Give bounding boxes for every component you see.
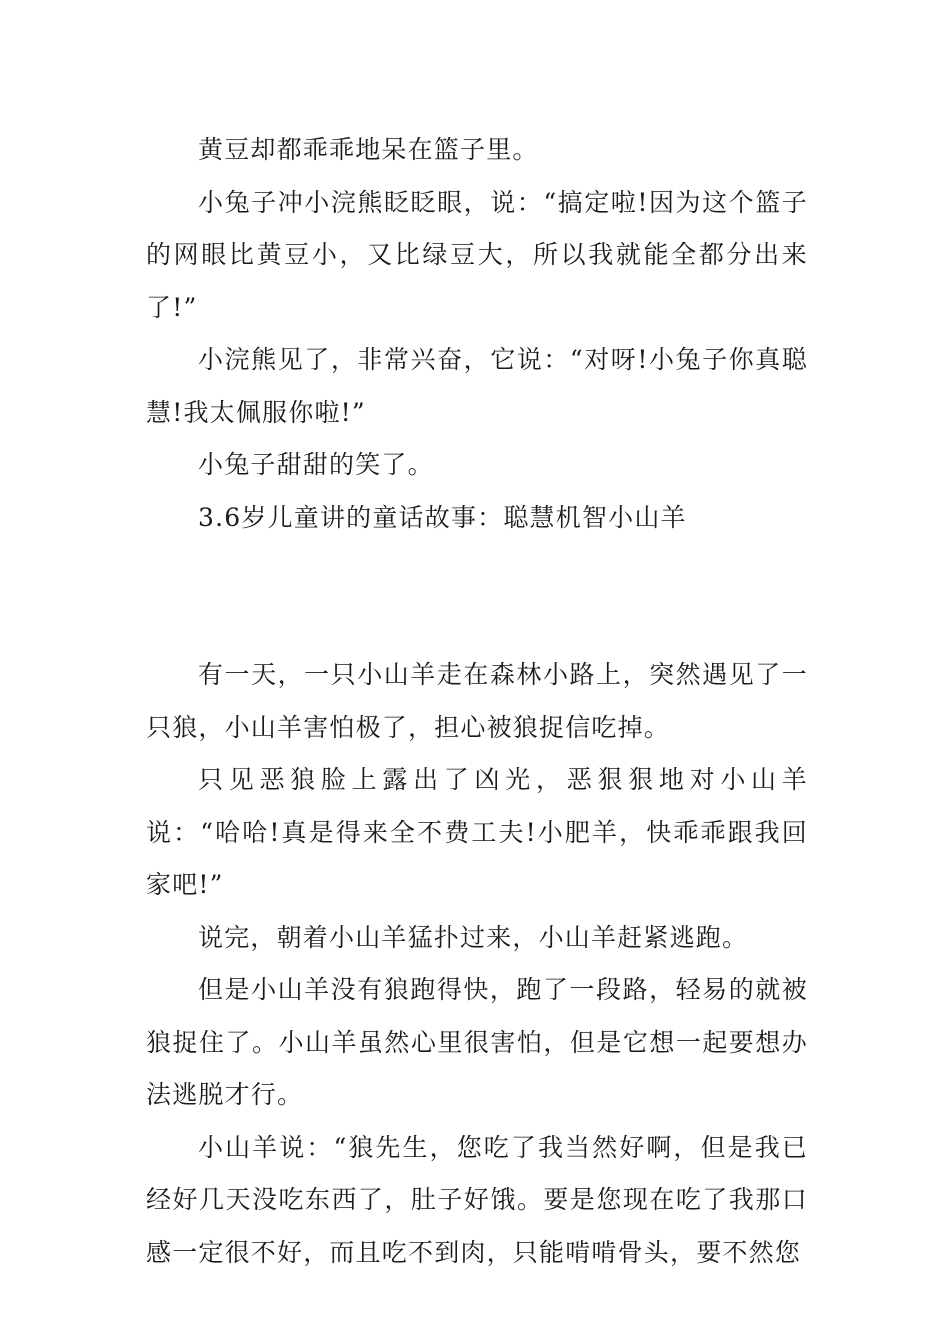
paragraph: 小浣熊见了，非常兴奋，它说：“对呀!小兔子你真聪慧!我太佩服你啦!” [146,345,808,427]
paragraph: 小山羊说：“狼先生，您吃了我当然好啊，但是我已经好几天没吃东西了，肚子好饿。要是您现在吃了我那口感一定很不好，而且吃不到肉，只能啃啃骨头，要不然您 [146,1132,808,1267]
paragraph: 小兔子冲小浣熊眨眨眼，说：“搞定啦!因为这个篮子的网眼比黄豆小，又比绿豆大，所以我就能全都分出来了!” [146,187,808,322]
paragraph: 只见恶狼脸上露出了凶光，恶狠狠地对小山羊说：“哈哈!真是得来全不费工夫!小肥羊，快乖乖跟我回家吧!” [146,765,808,899]
paragraph: 黄豆却都乖乖地呆在篮子里。 [198,135,539,164]
paragraph: 说完，朝着小山羊猛扑过来，小山羊赶紧逃跑。 [198,922,749,952]
paragraph: 有一天，一只小山羊走在森林小路上，突然遇见了一只狼，小山羊害怕极了，担心被狼捉信吃掉。 [146,660,808,742]
paragraph: 但是小山羊没有狼跑得快，跑了一段路，轻易的就被狼捉住了。小山羊虽然心里很害怕，但是它想一起要想办法逃脱才行。 [146,975,808,1109]
paragraph: 小兔子甜甜的笑了。 [198,450,434,479]
text-column [146,124,808,1279]
section-heading: 3.6岁儿童讲的童话故事：聪慧机智小山羊 [198,502,687,532]
blank-space [146,544,808,649]
